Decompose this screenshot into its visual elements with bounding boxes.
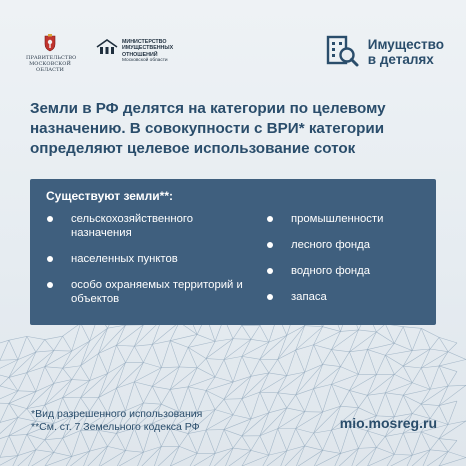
list-item-text: водного фонда (291, 265, 371, 277)
list-item (264, 264, 434, 278)
list-item-text: промышленности (291, 213, 384, 225)
header (0, 34, 466, 78)
ministry-line-1: МИНИСТЕРСТВО (122, 39, 167, 45)
bullet-dot-icon (267, 242, 273, 248)
footnote-1: *Вид разрешенного использования (31, 408, 203, 420)
gov-line-2: МОСКОВСКОЙ (29, 61, 71, 67)
footnote-2: **См. ст. 7 Земельного кодекса РФ (31, 421, 200, 433)
bullet-dot-icon (267, 294, 273, 300)
bullet-dot-icon (47, 282, 53, 288)
list-item (44, 252, 254, 266)
ministry-line-3: ОТНОШЕНИЙ (122, 51, 158, 58)
brand-line-1: Имущество (367, 37, 444, 52)
bullet-dot-icon (267, 268, 273, 274)
ministry-logo-icon (96, 38, 118, 56)
list-item-text: лесного фонда (291, 239, 371, 251)
bullet-dot-icon (47, 216, 53, 222)
bullet-dot-icon (267, 216, 273, 222)
gov-line-3: ОБЛАСТИ (36, 67, 64, 73)
gov-org-name (26, 55, 77, 73)
list-item (264, 212, 434, 226)
brand-logo (324, 34, 444, 70)
list-item (44, 212, 254, 240)
gov-line-1: ПРАВИТЕЛЬСТВО (26, 55, 77, 61)
list-item-text: населенных пунктов (71, 253, 178, 265)
list-item-text: сельскохозяйственного назначения (71, 213, 194, 239)
building-magnifier-icon (324, 34, 360, 70)
government-logo (26, 34, 77, 73)
ministry-logo (96, 38, 173, 65)
bullet-dot-icon (47, 256, 53, 262)
brand-line-2: в деталях (367, 52, 434, 67)
right-category-list (264, 212, 434, 316)
ministry-line-2: ИМУЩЕСТВЕННЫХ (122, 45, 174, 52)
headline: Земли в РФ делятся на категории по целевому назначению. В совокупности с ВРИ* категории определяют целевое использование соток (30, 100, 386, 157)
left-category-list (44, 212, 254, 306)
brand-name (368, 37, 444, 67)
list-item (44, 278, 254, 306)
list-item-text: запаса (291, 291, 327, 303)
card-title: Существуют земли**: (46, 189, 173, 203)
footnotes (31, 408, 202, 434)
land-categories-card (30, 179, 436, 325)
website-link[interactable]: mio.mosreg.ru (339, 415, 437, 431)
list-item-text: особо охраняемых территорий и объектов (71, 279, 243, 305)
list-item (264, 290, 434, 304)
coat-of-arms-icon (43, 34, 57, 52)
ministry-region: Московской области (122, 58, 168, 64)
ministry-name (122, 39, 173, 65)
list-item (264, 238, 434, 252)
